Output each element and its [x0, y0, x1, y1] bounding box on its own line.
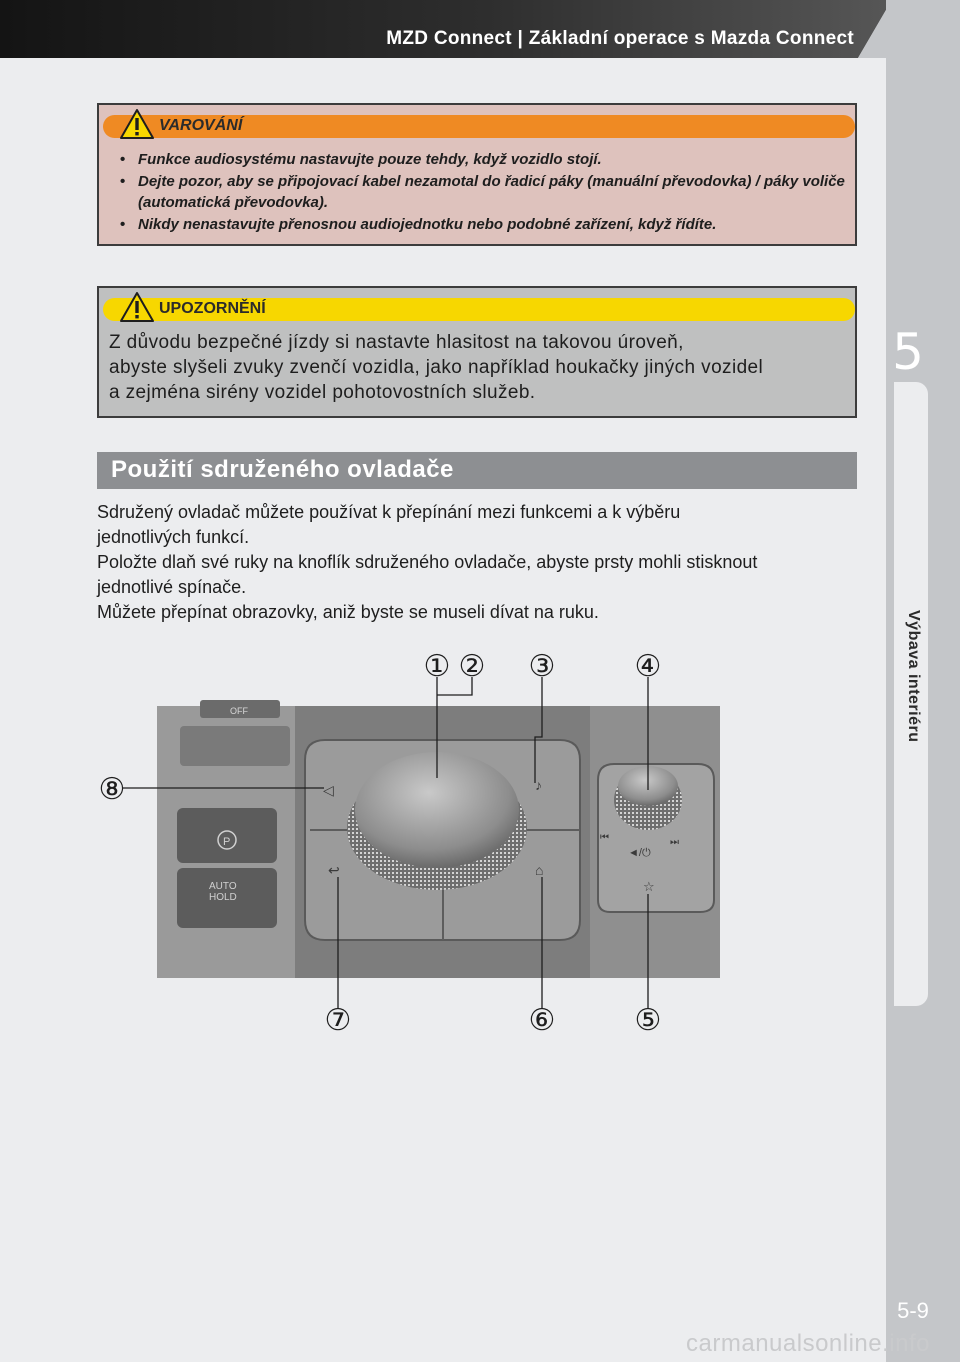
- warning-icon: [119, 108, 155, 140]
- warning-item: • Nikdy nenastavujte přenosnou audiojednotku nebo podobné zařízení, když řídíte.: [119, 214, 849, 235]
- callout-3: ③: [528, 649, 556, 684]
- navigation-icon: ◁: [323, 782, 334, 798]
- caution-line: abyste slyšeli zvuky zvenčí vozidla, jako například houkačky jiných vozidel: [109, 357, 764, 378]
- body-text: [97, 500, 857, 625]
- callout-6: ⑥: [528, 1003, 556, 1038]
- back-icon: ↩: [328, 862, 340, 878]
- callout-7: ⑦: [324, 1003, 352, 1038]
- warning-title: VAROVÁNÍ: [159, 117, 243, 134]
- park-label: P: [223, 836, 231, 848]
- next-track-icon: ⏭: [670, 837, 679, 848]
- commander-control-figure: [80, 640, 740, 1055]
- callout-8: ⑧: [98, 772, 126, 807]
- mute-power-icon: ◄/⏻: [628, 847, 651, 859]
- body-line: jednotlivých funkcí.: [97, 527, 250, 547]
- warning-list: [119, 149, 849, 236]
- auto-label: AUTO: [209, 881, 237, 892]
- header-title: MZD Connect | Základní operace s Mazda Connect: [386, 28, 854, 49]
- warning-item: • Dejte pozor, aby se připojovací kabel nezamotal do řadicí páky (manuální převodovka) / páky voliče (automatická převodovka).: [119, 171, 849, 213]
- chapter-label: Výbava interiéru: [905, 610, 922, 743]
- home-icon: ⌂: [535, 862, 544, 878]
- caution-icon: [119, 291, 155, 323]
- caution-box: [97, 286, 857, 418]
- warning-item: • Funkce audiosystému nastavujte pouze tehdy, když vozidlo stojí.: [119, 149, 849, 170]
- section-heading: [97, 452, 857, 489]
- warning-bar: [103, 115, 855, 138]
- callout-4: ④: [634, 649, 662, 684]
- hold-label: HOLD: [209, 892, 237, 903]
- commander-control-illustration: [80, 640, 740, 1050]
- music-icon: ♪: [535, 777, 542, 793]
- off-label: OFF: [230, 706, 248, 716]
- page-number: 5-9: [897, 1298, 929, 1323]
- caution-line: a zejména sirény vozidel pohotovostních služeb.: [109, 382, 536, 403]
- callout-1: ①: [423, 649, 451, 684]
- previous-track-icon: ⏮: [600, 832, 609, 843]
- callout-2: ②: [458, 649, 486, 684]
- warning-box: [97, 103, 857, 246]
- page-header: [0, 0, 886, 58]
- caution-bar: [103, 298, 855, 321]
- chapter-number: 5: [892, 323, 924, 381]
- body-line: Můžete přepínat obrazovky, aniž byste se museli dívat na ruku.: [97, 602, 599, 622]
- body-line: jednotlivé spínače.: [97, 577, 247, 597]
- body-line: Sdružený ovladač můžete používat k přepínání mezi funkcemi a k výběru: [97, 502, 681, 522]
- caution-title: UPOZORNĚNÍ: [159, 300, 266, 317]
- section-title: Použití sdruženého ovladače: [111, 456, 454, 483]
- favorites-icon: ☆: [643, 879, 655, 894]
- caution-line: Z důvodu bezpečné jízdy si nastavte hlasitost na takovou úroveň,: [109, 332, 684, 353]
- body-line: Položte dlaň své ruky na knoflík sdruženého ovladače, abyste prsty mohli stisknout: [97, 552, 758, 572]
- caution-text: [109, 330, 849, 405]
- watermark: carmanualsonline.info: [686, 1330, 930, 1357]
- callout-5: ⑤: [634, 1003, 662, 1038]
